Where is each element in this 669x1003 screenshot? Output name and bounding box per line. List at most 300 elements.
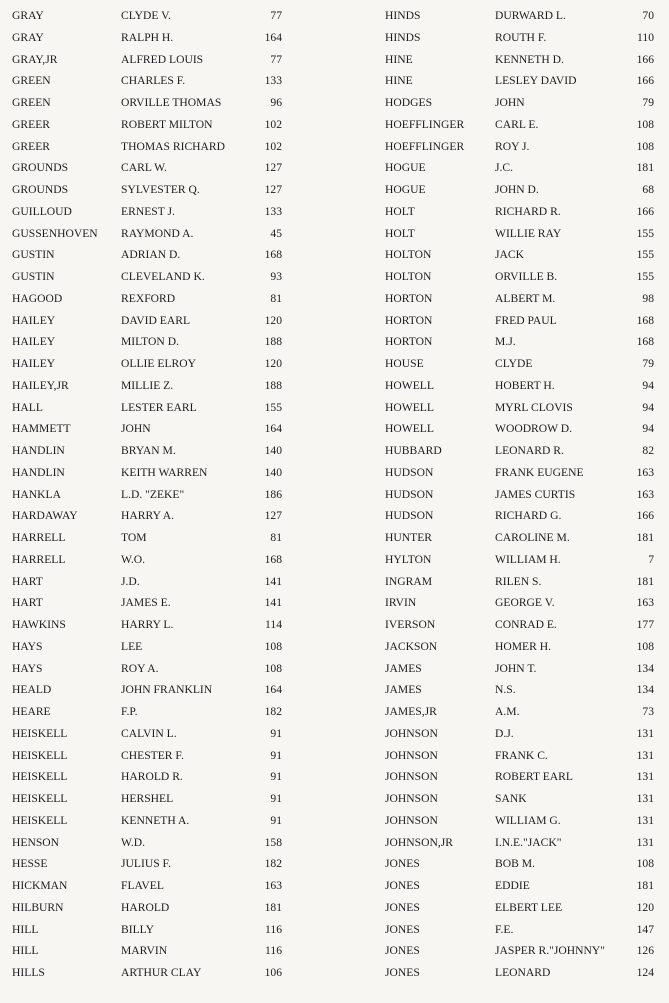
- index-entry: [372, 505, 669, 527]
- given-name: BILLY: [121, 922, 154, 936]
- index-entry: [0, 919, 330, 941]
- given-name: HERSHEL: [121, 792, 174, 805]
- index-entry: [0, 288, 330, 310]
- surname: HART: [12, 574, 43, 588]
- index-entry: [372, 266, 669, 288]
- index-entry: [372, 592, 669, 614]
- surname: HOGUE: [385, 183, 426, 196]
- index-entry: [0, 223, 330, 245]
- page-number: 133: [264, 74, 282, 88]
- surname: HUDSON: [385, 465, 434, 479]
- page-number: 131: [636, 792, 654, 805]
- page-number: 131: [636, 770, 654, 784]
- surname: HAWKINS: [12, 618, 66, 631]
- given-name: FRED PAUL: [495, 313, 557, 327]
- surname: GREER: [12, 117, 51, 131]
- surname: HINDS: [385, 9, 421, 22]
- index-entry: [0, 592, 330, 614]
- given-name: JOHN: [121, 422, 151, 436]
- index-entry: [0, 810, 330, 832]
- given-name: SYLVESTER Q.: [121, 183, 200, 196]
- surname: HEISKELL: [12, 813, 68, 827]
- surname: GUSTIN: [12, 270, 55, 283]
- surname: HARRELL: [12, 552, 66, 566]
- given-name: JOHN FRANKLIN: [121, 683, 213, 697]
- page-number: 70: [642, 9, 654, 22]
- surname: HOLTON: [385, 270, 432, 283]
- page-number: 96: [270, 96, 282, 109]
- given-name: ROY J.: [495, 139, 530, 153]
- page-number: 181: [636, 531, 654, 544]
- page-number: 134: [636, 683, 654, 697]
- index-entry: [0, 27, 330, 49]
- given-name: ERNEST J.: [121, 204, 175, 218]
- given-name: JOHN T.: [495, 661, 537, 675]
- given-name: EDDIE: [495, 879, 530, 892]
- page-number: 91: [270, 726, 282, 740]
- given-name: CLYDE V.: [121, 9, 171, 22]
- surname: IRVIN: [385, 596, 417, 610]
- given-name: ROY A.: [121, 661, 159, 675]
- given-name: MILLIE Z.: [121, 378, 174, 392]
- surname: JACKSON: [385, 639, 438, 653]
- page-number: 188: [264, 378, 282, 392]
- page-number: 134: [636, 661, 654, 675]
- page-number: 124: [636, 966, 654, 979]
- page-number: 186: [264, 487, 282, 501]
- index-entry: [0, 766, 330, 788]
- surname: JONES: [385, 966, 420, 979]
- given-name: LESTER EARL: [121, 400, 197, 414]
- given-name: RICHARD R.: [495, 204, 561, 218]
- index-entry: [0, 114, 330, 136]
- page-number: 164: [264, 683, 282, 697]
- surname: HYLTON: [385, 552, 432, 566]
- page-number: 108: [636, 639, 654, 653]
- page-number: 108: [636, 117, 654, 131]
- index-entry: [372, 114, 669, 136]
- given-name: RALPH H.: [121, 30, 174, 44]
- index-entry: [0, 897, 330, 919]
- index-entry: [372, 897, 669, 919]
- surname: JONES: [385, 944, 420, 958]
- index-entry: [372, 788, 669, 810]
- given-name: ARTHUR CLAY: [121, 966, 202, 979]
- page-number: 93: [270, 270, 282, 283]
- given-name: J.D.: [121, 574, 140, 588]
- page-number: 45: [270, 226, 282, 240]
- page-number: 102: [264, 139, 282, 153]
- index-entry: [372, 853, 669, 875]
- surname: HILL: [12, 944, 39, 958]
- index-entry: [372, 179, 669, 201]
- page-number: 163: [264, 879, 282, 892]
- given-name: MILTON D.: [121, 335, 179, 349]
- surname: GUILLOUD: [12, 204, 72, 218]
- page-number: 155: [264, 400, 282, 414]
- index-entry: [372, 49, 669, 71]
- index-entry: [372, 440, 669, 462]
- given-name: LEONARD: [495, 966, 551, 979]
- index-entry: [0, 331, 330, 353]
- page-number: 98: [642, 291, 654, 305]
- surname: JOHNSON,JR: [385, 835, 453, 849]
- given-name: LEONARD R.: [495, 444, 564, 457]
- index-entry: [0, 571, 330, 593]
- given-name: HAROLD: [121, 900, 170, 914]
- index-entry: [372, 5, 669, 27]
- page-number: 73: [642, 705, 654, 718]
- page-number: 81: [270, 531, 282, 544]
- surname: HAGOOD: [12, 291, 63, 305]
- surname: GREER: [12, 139, 51, 153]
- page-number: 68: [642, 183, 654, 196]
- surname: HAMMETT: [12, 422, 71, 436]
- page-number: 77: [270, 9, 282, 22]
- index-entry: [372, 201, 669, 223]
- given-name: BRYAN M.: [121, 444, 176, 457]
- surname: HORTON: [385, 313, 433, 327]
- page-number: 106: [264, 966, 282, 979]
- given-name: MARVIN: [121, 944, 168, 958]
- given-name: I.N.E."JACK": [495, 835, 562, 849]
- surname: HEISKELL: [12, 770, 68, 784]
- surname: HILL: [12, 922, 39, 936]
- index-entry: [372, 288, 669, 310]
- surname: HOWELL: [385, 400, 434, 414]
- page-number: 102: [264, 117, 282, 131]
- page-number: 131: [636, 726, 654, 740]
- given-name: J.C.: [495, 161, 514, 175]
- page-number: 7: [648, 552, 654, 566]
- surname: HAILEY: [12, 313, 56, 327]
- page-number: 141: [264, 596, 282, 610]
- page-number: 91: [270, 792, 282, 805]
- surname: HAILEY: [12, 335, 56, 349]
- surname: GRAY: [12, 9, 44, 22]
- page-number: 116: [265, 922, 282, 936]
- surname: HART: [12, 596, 43, 610]
- given-name: CLEVELAND K.: [121, 270, 205, 283]
- surname: JOHNSON: [385, 792, 438, 805]
- page-number: 79: [642, 96, 654, 109]
- surname: JOHNSON: [385, 726, 438, 740]
- surname: HALL: [12, 400, 43, 414]
- surname: JONES: [385, 900, 420, 914]
- surname: JOHNSON: [385, 748, 438, 762]
- given-name: ROBERT MILTON: [121, 117, 213, 131]
- surname: HAILEY,JR: [12, 378, 69, 392]
- given-name: L.D. "ZEKE": [121, 487, 185, 501]
- given-name: A.M.: [495, 705, 520, 718]
- surname: HOWELL: [385, 422, 434, 436]
- given-name: W.D.: [121, 835, 146, 849]
- page-number: 108: [264, 661, 282, 675]
- surname: GROUNDS: [12, 183, 69, 196]
- page-number: 120: [264, 313, 282, 327]
- page-number: 131: [636, 835, 654, 849]
- given-name: WILLIAM G.: [495, 813, 561, 827]
- given-name: M.J.: [495, 335, 516, 349]
- index-entry: [0, 853, 330, 875]
- index-column-left: [0, 5, 330, 984]
- given-name: KEITH WARREN: [121, 465, 208, 479]
- surname: HAILEY: [12, 357, 56, 370]
- page-number: 166: [636, 509, 654, 523]
- index-entry: [372, 940, 669, 962]
- surname: GREEN: [12, 96, 51, 109]
- page-number: 94: [642, 400, 654, 414]
- index-entry: [372, 875, 669, 897]
- surname: GUSSENHOVEN: [12, 226, 98, 240]
- surname: JAMES,JR: [385, 705, 437, 718]
- surname: HODGES: [385, 96, 433, 109]
- surname: GROUNDS: [12, 161, 69, 175]
- index-entry: [0, 353, 330, 375]
- page-number: 110: [637, 30, 654, 44]
- page-number: 141: [264, 574, 282, 588]
- index-entry: [372, 136, 669, 158]
- surname: HORTON: [385, 335, 433, 349]
- surname: JONES: [385, 879, 420, 892]
- given-name: REXFORD: [121, 291, 176, 305]
- page-number: 182: [264, 705, 282, 718]
- index-entry: [0, 832, 330, 854]
- index-entry: [372, 397, 669, 419]
- surname: HEARE: [12, 705, 51, 718]
- given-name: CONRAD E.: [495, 618, 557, 631]
- index-column-right: [372, 5, 669, 984]
- index-entry: [0, 701, 330, 723]
- page-number: 181: [636, 879, 654, 892]
- surname: HEISKELL: [12, 726, 68, 740]
- given-name: CHESTER F.: [121, 748, 184, 762]
- page-number: 127: [264, 183, 282, 196]
- given-name: JULIUS F.: [121, 857, 171, 871]
- page-number: 166: [636, 204, 654, 218]
- surname: HOEFFLINGER: [385, 139, 465, 153]
- index-entry: [372, 832, 669, 854]
- given-name: MYRL CLOVIS: [495, 400, 573, 414]
- surname: HUBBARD: [385, 444, 442, 457]
- given-name: LEE: [121, 639, 143, 653]
- page-number: 147: [636, 922, 654, 936]
- page-number: 155: [636, 248, 654, 262]
- index-entry: [372, 92, 669, 114]
- given-name: HARRY A.: [121, 509, 175, 523]
- index-entry: [0, 5, 330, 27]
- page-number: 133: [264, 204, 282, 218]
- index-entry: [0, 614, 330, 636]
- page-number: 108: [636, 857, 654, 871]
- given-name: ADRIAN D.: [121, 248, 181, 262]
- page-number: 158: [264, 835, 282, 849]
- surname: HUDSON: [385, 509, 434, 523]
- surname: HESSE: [12, 857, 48, 871]
- index-entry: [0, 745, 330, 767]
- page-number: 94: [642, 422, 654, 436]
- surname: HEALD: [12, 683, 52, 697]
- given-name: JOHN: [495, 96, 525, 109]
- given-name: DURWARD L.: [495, 9, 566, 22]
- index-entry: [0, 940, 330, 962]
- given-name: ALFRED LOUIS: [121, 52, 204, 66]
- surname: INGRAM: [385, 574, 433, 588]
- index-entry: [372, 549, 669, 571]
- surname: HANDLIN: [12, 444, 65, 457]
- page-number: 182: [264, 857, 282, 871]
- index-entry: [372, 571, 669, 593]
- surname: HOLT: [385, 204, 415, 218]
- page-number: 140: [264, 444, 282, 457]
- index-entry: [0, 462, 330, 484]
- index-entry: [372, 223, 669, 245]
- surname: JAMES: [385, 661, 422, 675]
- page-number: 168: [264, 248, 282, 262]
- page-number: 127: [264, 161, 282, 175]
- given-name: HOMER H.: [495, 639, 552, 653]
- index-entry: [372, 658, 669, 680]
- page-number: 108: [264, 639, 282, 653]
- given-name: RILEN S.: [495, 574, 542, 588]
- surname: GREEN: [12, 74, 51, 88]
- index-entry: [0, 92, 330, 114]
- surname: HUNTER: [385, 531, 433, 544]
- index-entry: [0, 397, 330, 419]
- index-entry: [372, 679, 669, 701]
- index-entry: [372, 310, 669, 332]
- given-name: N.S.: [495, 683, 516, 697]
- given-name: FRANK C.: [495, 748, 548, 762]
- page-number: 163: [636, 487, 654, 501]
- given-name: SANK: [495, 792, 527, 805]
- given-name: RICHARD G.: [495, 509, 562, 523]
- surname: JAMES: [385, 683, 422, 697]
- given-name: D.J.: [495, 726, 514, 740]
- given-name: FRANK EUGENE: [495, 465, 584, 479]
- page-number: 140: [264, 465, 282, 479]
- index-entry: [372, 614, 669, 636]
- page-number: 177: [636, 618, 654, 631]
- index-entry: [372, 723, 669, 745]
- given-name: HAROLD R.: [121, 770, 183, 784]
- index-entry: [372, 484, 669, 506]
- page-number: 164: [264, 422, 282, 436]
- index-entry: [0, 136, 330, 158]
- surname: HEISKELL: [12, 792, 68, 805]
- given-name: KENNETH D.: [495, 52, 564, 66]
- page-number: 181: [636, 574, 654, 588]
- surname: GRAY,JR: [12, 52, 58, 66]
- page-number: 114: [265, 618, 282, 631]
- index-entry: [0, 375, 330, 397]
- surname: HOUSE: [385, 357, 424, 370]
- surname: HOLT: [385, 226, 415, 240]
- index-entry: [372, 462, 669, 484]
- index-entry: [0, 636, 330, 658]
- given-name: KENNETH A.: [121, 813, 190, 827]
- given-name: W.O.: [121, 552, 146, 566]
- index-entry: [372, 27, 669, 49]
- surname: HOEFFLINGER: [385, 117, 465, 131]
- index-entry: [0, 658, 330, 680]
- index-entry: [0, 201, 330, 223]
- index-entry: [372, 962, 669, 984]
- page-number: 155: [636, 270, 654, 283]
- surname: HUDSON: [385, 487, 434, 501]
- page-number: 79: [642, 357, 654, 370]
- index-entry: [372, 701, 669, 723]
- given-name: OLLIE ELROY: [121, 357, 197, 370]
- index-entry: [0, 244, 330, 266]
- index-entry: [0, 440, 330, 462]
- given-name: JACK: [495, 248, 524, 262]
- index-entry: [372, 157, 669, 179]
- given-name: F.E.: [495, 922, 514, 936]
- page-number: 188: [264, 335, 282, 349]
- index-entry: [0, 49, 330, 71]
- surname: HAYS: [12, 639, 43, 653]
- given-name: F.P.: [121, 705, 138, 718]
- index-entry: [0, 788, 330, 810]
- surname: HINE: [385, 74, 413, 88]
- surname: JOHNSON: [385, 770, 438, 784]
- index-entry: [372, 527, 669, 549]
- page-number: 94: [642, 378, 654, 392]
- page-number: 116: [265, 944, 282, 958]
- index-entry: [0, 723, 330, 745]
- surname: HOLTON: [385, 248, 432, 262]
- index-entry: [372, 919, 669, 941]
- index-entry: [372, 766, 669, 788]
- given-name: CHARLES F.: [121, 74, 186, 88]
- page-number: 163: [636, 465, 654, 479]
- given-name: ROUTH F.: [495, 30, 547, 44]
- index-entry: [0, 527, 330, 549]
- given-name: JASPER R."JOHNNY": [495, 944, 605, 958]
- page-number: 126: [636, 944, 654, 958]
- page-number: 168: [264, 552, 282, 566]
- surname: JOHNSON: [385, 813, 438, 827]
- given-name: CLYDE: [495, 357, 533, 370]
- surname: JONES: [385, 922, 420, 936]
- surname: HARDAWAY: [12, 509, 78, 523]
- given-name: WOODROW D.: [495, 422, 573, 436]
- given-name: JAMES E.: [121, 596, 171, 610]
- page-number: 127: [264, 509, 282, 523]
- page-number: 181: [264, 900, 282, 914]
- index-entry: [372, 636, 669, 658]
- surname: HEISKELL: [12, 748, 68, 762]
- given-name: JOHN D.: [495, 183, 539, 196]
- surname: HILLS: [12, 966, 45, 979]
- index-entry: [372, 375, 669, 397]
- surname: HICKMAN: [12, 879, 68, 892]
- page-number: 108: [636, 139, 654, 153]
- given-name: BOB M.: [495, 857, 535, 871]
- surname: HILBURN: [12, 900, 64, 914]
- page-number: 91: [270, 770, 282, 784]
- page-number: 164: [264, 30, 282, 44]
- surname: IVERSON: [385, 618, 436, 631]
- page-number: 131: [636, 748, 654, 762]
- surname: HARRELL: [12, 531, 66, 544]
- page-number: 166: [636, 52, 654, 66]
- index-entry: [372, 353, 669, 375]
- given-name: THOMAS RICHARD: [121, 139, 226, 153]
- page-number: 120: [264, 357, 282, 370]
- index-entry: [0, 505, 330, 527]
